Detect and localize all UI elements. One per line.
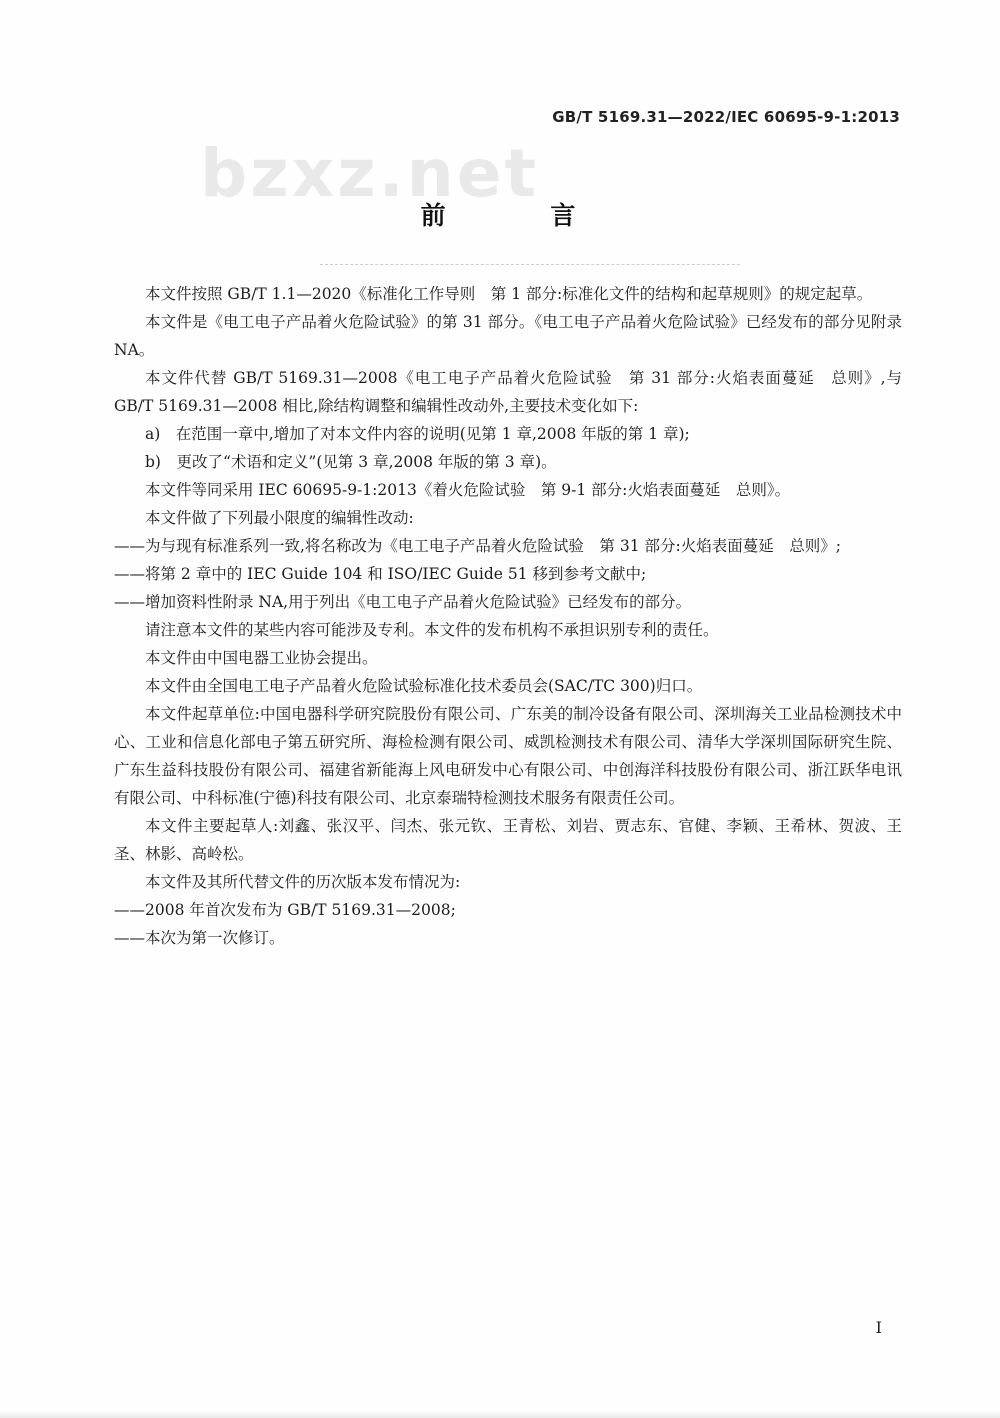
paragraph: 本文件是《电工电子产品着火危险试验》的第 31 部分。《电工电子产品着火危险试验》已经发布的部分见附录 NA。 [114, 313, 902, 359]
list-item-b: b) 更改了“术语和定义”(见第 3 章,2008 年版的第 3 章)。 [145, 453, 557, 471]
dash-item: ——本次为第一次修订。 [114, 929, 285, 947]
watermark-text: bzxz.net [200, 135, 540, 212]
page-title: 前 言 [420, 201, 624, 230]
page-number: I [875, 1318, 882, 1337]
list-item-a: a) 在范围一章中,增加了对本文件内容的说明(见第 1 章,2008 年版的第 1 章); [145, 425, 690, 443]
paragraph: 本文件按照 GB/T 1.1—2020《标准化工作导则 第 1 部分:标准化文件的结构和起草规则》的规定起草。 [145, 285, 873, 303]
dash-item: ——为与现有标准系列一致,将名称改为《电工电子产品着火危险试验 第 31 部分:火焰表面蔓延 总则》; [114, 537, 841, 555]
dash-item: ——2008 年首次发布为 GB/T 5169.31—2008; [114, 901, 456, 919]
paragraph: 请注意本文件的某些内容可能涉及专利。本文件的发布机构不承担识别专利的责任。 [145, 621, 719, 639]
paragraph: 本文件起草单位:中国电器科学研究院股份有限公司、广东美的制冷设备有限公司、深圳海关工业品检测技术中心、工业和信息化部电子第五研究所、海检检测有限公司、威凯检测技术有限公司、清华大学深圳国际研究生院、广东生益科技股份有限公司、福建省新能海上风电研发中心有限公司、中创海洋科技股份有限公司、浙江跃华电讯有限公司、中科标准(宁德)科技有限公司、北京泰瑞特检测技术服务有限责任公司。 [114, 705, 902, 807]
dash-item: ——将第 2 章中的 IEC Guide 104 和 ISO/IEC Guide 51 移到参考文献中; [114, 565, 647, 583]
dash-item: ——增加资料性附录 NA,用于列出《电工电子产品着火危险试验》已经发布的部分。 [114, 593, 692, 611]
paragraph: 本文件及其所代替文件的历次版本发布情况为: [145, 873, 461, 891]
paragraph: 本文件由全国电工电子产品着火危险试验标准化技术委员会(SAC/TC 300)归口。 [145, 677, 703, 695]
paragraph: 本文件由中国电器工业协会提出。 [145, 649, 378, 667]
standard-code: GB/T 5169.31—2022/IEC 60695-9-1:2013 [552, 108, 900, 126]
paragraph: 本文件做了下列最小限度的编辑性改动: [145, 509, 414, 527]
paragraph: 本文件代替 GB/T 5169.31—2008《电工电子产品着火危险试验 第 31 部分:火焰表面蔓延 总则》,与 GB/T 5169.31—2008 相比,除结构调整和编辑性改动外,主要技术变化如下: [114, 369, 902, 415]
page-bottom-edge [0, 1412, 1000, 1418]
paragraph: 本文件等同采用 IEC 60695-9-1:2013《着火危险试验 第 9-1 部分:火焰表面蔓延 总则》。 [145, 481, 791, 499]
paragraph: 本文件主要起草人:刘鑫、张汉平、闫杰、张元钦、王青松、刘岩、贾志东、官健、李颖、王希林、贺波、王圣、林影、高岭松。 [114, 817, 902, 863]
preface-body [114, 280, 902, 952]
title-divider [320, 264, 740, 265]
